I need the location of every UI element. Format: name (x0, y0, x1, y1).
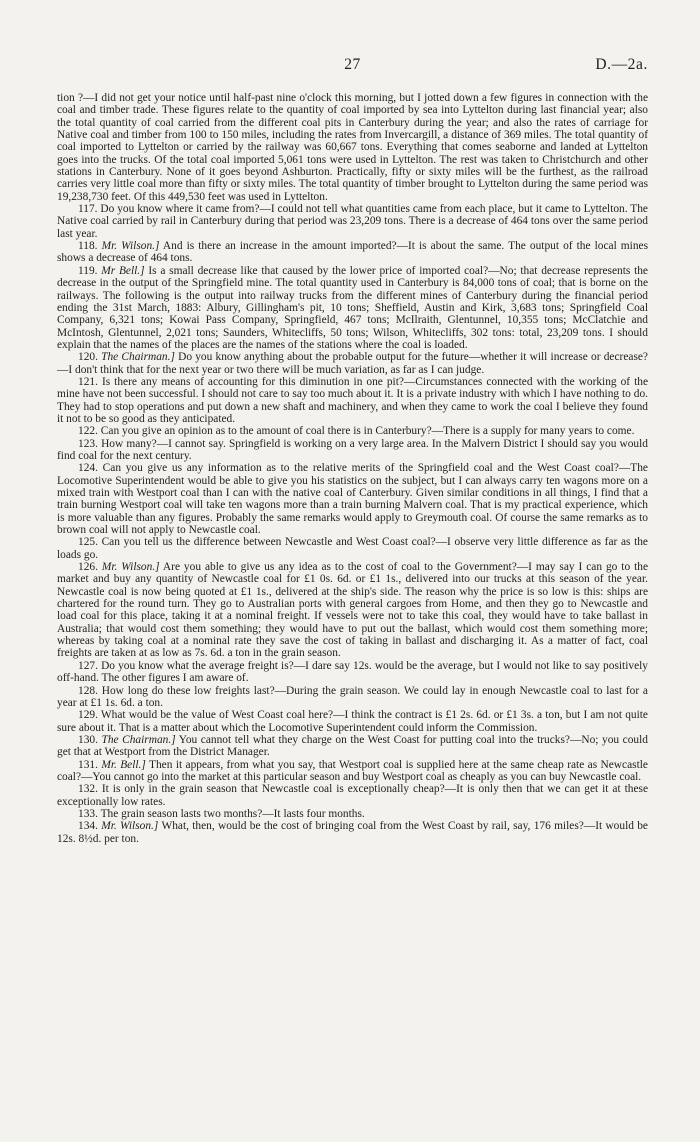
paragraph-text: And is there an increase in the amount imported?—It is about the same. The output of the local mines shows a decrease of 464 tons. (57, 240, 649, 265)
paragraph (57, 820, 648, 845)
speaker: Mr Bell.] (101, 264, 145, 277)
paragraph (57, 734, 648, 759)
question-number: 120. (78, 351, 98, 364)
paragraph-text: The grain season lasts two months?—It lasts four months. (100, 807, 365, 820)
speaker: The Chairman.] (101, 351, 175, 364)
paragraph (57, 351, 648, 376)
speaker: The Chairman.] (101, 733, 176, 746)
question-number: 131. (78, 758, 98, 771)
paragraph-text: Can you give us any information as to the relative merits of the Springfield coal and the West Coast coal?—The Locomotive Superintendent would be able to give you his statistics on the subject, but I can always carry ten wagons more on a mixed train with Westport coal than I can with the native coal of Canterbury. Given similar conditions in all things, I find that a train burning Westport coal will take ten wagons more than a train burning Malvern coal. That is my practical experience, which is more valuable than any figures. Probably the same remarks would apply to Greymouth coal. Of course the same remarks as to brown coal will not apply to Newcastle coal. (57, 462, 648, 537)
speaker: Mr. Wilson.] (101, 240, 160, 253)
question-number: 133. (78, 807, 98, 820)
question-number: 119. (78, 264, 98, 277)
paragraph-text: How many?—I cannot say. Springfield is working on a very large area. In the Malvern District I should say you would find coal for the next century. (57, 437, 648, 462)
paragraph-text: Is there any means of accounting for this diminution in one pit?—Circumstances connected with the working of the mine have not been successful. I should not care to say too much about it. It is a private industry with which I have nothing to do. They had to stop operations and put down a new shaft and machinery, and when they came to work the coal I believe they found it not to be so good as they anticipated. (57, 375, 648, 425)
question-number: 129. (78, 709, 98, 722)
question-number: 122. (78, 425, 98, 438)
question-number: 130. (78, 733, 98, 746)
paragraph-text: You cannot tell what they charge on the West Coast for putting coal into the trucks?—No; you could get that at Westport from the District Manager. (57, 733, 648, 759)
paragraph (57, 240, 648, 265)
paragraph-text: Do you know what the average freight is?—I dare say 12s. would be the average, but I would not like to say positively off-hand. The other figures I am aware of. (57, 659, 648, 685)
paragraph (57, 759, 648, 784)
paragraph-text: What would be the value of West Coast coal here?—I think the contract is £1 2s. 6d. or £1 3s. a ton, but I am not quite sure about it. That is a matter about which the Locomotive Superintendent could inform the Commission. (57, 709, 648, 734)
page-header (57, 56, 648, 78)
question-number: 123. (78, 437, 98, 450)
paragraph-text: Are you able to give us any idea as to the cost of coal to the Government?—I may say I can go to the market and buy any quantity of Newcastle coal for £1 0s. 6d. or £1 1s., delivered into our trucks at this season of the year. Newcastle coal is now being quoted at £1 1s., delivered at the ship's side. The reason why the price is so low is this: ships are chartered for the round turn. They go to Australian ports with general cargoes from Home, and then they go to Newcastle and load coal for this place, taking it at a nominal freight. If vessels were not to take this coal, they would have to take ballast in Australia; that would cost them something; they would have to put out the ballast, which would cost them something more; whereas by taking coal at a nominal rate they save the cost of taking in ballast and discharging it. As a matter of fact, coal freights are taken at as low as 7s. 6d. a ton in the grain season. (57, 561, 649, 660)
page-number: 27 (344, 56, 361, 73)
speaker: Mr. Bell.] (101, 758, 146, 771)
paragraph (57, 561, 648, 660)
paragraph (57, 808, 648, 820)
question-number: 118. (78, 240, 98, 253)
question-number: 125. (78, 536, 98, 549)
paragraph-text: It is only in the grain season that Newcastle coal is exceptionally cheap?—It is only then that we can get it at these exceptionally low rates. (57, 783, 648, 808)
paragraph (57, 265, 648, 351)
paragraph (57, 425, 648, 437)
paragraph-text: Can you tell us the difference between Newcastle and West Coast coal?—I observe very little difference as far as the loads go. (57, 536, 648, 561)
paragraph-text: tion ?—I did not get your notice until half-past nine o'clock this morning, but I jotted down a few figures in connection with the coal and timber trade. These figures relate to the quantity of coal imported by sea into Lyttelton during last financial year; also the total quantity of coal carried from the different coal pits in Canterbury during the year; and also the rates of carriage for Native coal and timber from 100 to 150 miles, including the rates from Invercargill, a distance of 369 miles. The total quantity of coal imported to Lyttelton or carried by the railway was 60,667 tons. Everything that comes seaborne and landed at Lyttelton goes into the trucks. Of the total coal imported 5,061 tons were used in Lyttelton. The rest was taken to Christchurch and other stations in Canterbury. None of it goes beyond Ashburton. Practically, fifty or sixty miles will be the furthest, as the railroad carries very little coal more than fifty or sixty miles. The total quantity of timber brought to Lyttelton during the same period was 19,238,730 feet. Of this 449,530 feet was used in Lyttelton. (57, 92, 648, 203)
paragraph (57, 203, 648, 240)
paragraph (57, 462, 648, 536)
speaker: Mr. Wilson.] (101, 561, 160, 574)
question-number: 127. (78, 659, 98, 672)
paragraph (57, 783, 648, 808)
question-number: 128. (78, 684, 98, 697)
paragraph (57, 376, 648, 425)
paragraph (57, 438, 648, 463)
paragraph (57, 536, 648, 561)
evidence-text (57, 92, 648, 845)
paragraph-text: Do you know anything about the probable output for the future—whether it will increase or decrease?—I don't think that for the next year or two there will be much variation, as far as I can judge. (57, 351, 648, 376)
paragraph-text: What, then, would be the cost of bringing coal from the West Coast by rail, say, 176 miles?—It would be 12s. 8½d. per ton. (57, 820, 648, 845)
question-number: 117. (78, 203, 98, 216)
paragraph (57, 709, 648, 734)
speaker: Mr. Wilson.] (101, 820, 159, 833)
paragraph-text: Do you know where it came from?—I could not tell what quantities came from each place, but it came to Lyttelton. The Native coal carried by rail in Canterbury during that period was 23,209 tons. There is a decrease of 464 tons over the same period last year. (57, 203, 648, 240)
document-reference: D.—2a. (595, 56, 648, 73)
paragraph-text: How long do these low freights last?—During the grain season. We could lay in enough Newcastle coal to last for a year at £1 1s. 6d. a ton. (57, 684, 648, 709)
paragraph-text: Is a small decrease like that caused by the lower price of imported coal?—No; that decrease represents the decrease in the output of the Springfield mine. The total quantity used in Canterbury is 84,000 tons of coal; that is borne on the railways. The following is the output into railway trucks from the different mines of Canterbury during the financial period ending the 31st March, 1883: Albury, Gillingham's pit, 10 tons; Sheffield, Austin and Kirk, 3,683 tons; Springfield Coal Company, 6,321 tons; Kowai Pass Company, Springfield, 467 tons; McIlraith, Glentunnel, 10,355 tons; McClatchie and McIntosh, Glentunnel, 2,021 tons; Saunders, Whitecliffs, 50 tons; Wilson, Whitecliffs, 302 tons: total, 23,209 tons. I should explain that the names of the places are the names of the stations where the coal is loaded. (57, 264, 648, 351)
question-number: 126. (78, 561, 98, 574)
paragraph (57, 685, 648, 710)
question-number: 134. (78, 820, 98, 833)
paragraph-text: Then it appears, from what you say, that Westport coal is supplied here at the same cheap rate as Newcastle coal?—You cannot go into the market at this particular season and buy Westport coal as cheaply as you can buy Newcastle coal. (57, 758, 648, 783)
paragraph (57, 660, 648, 685)
question-number: 121. (78, 375, 98, 388)
paragraph-text: Can you give an opinion as to the amount of coal there is in Canterbury?—There is a supply for many years to come. (100, 425, 635, 438)
question-number: 124. (78, 462, 98, 475)
question-number: 132. (78, 783, 98, 796)
paragraph (57, 92, 648, 203)
